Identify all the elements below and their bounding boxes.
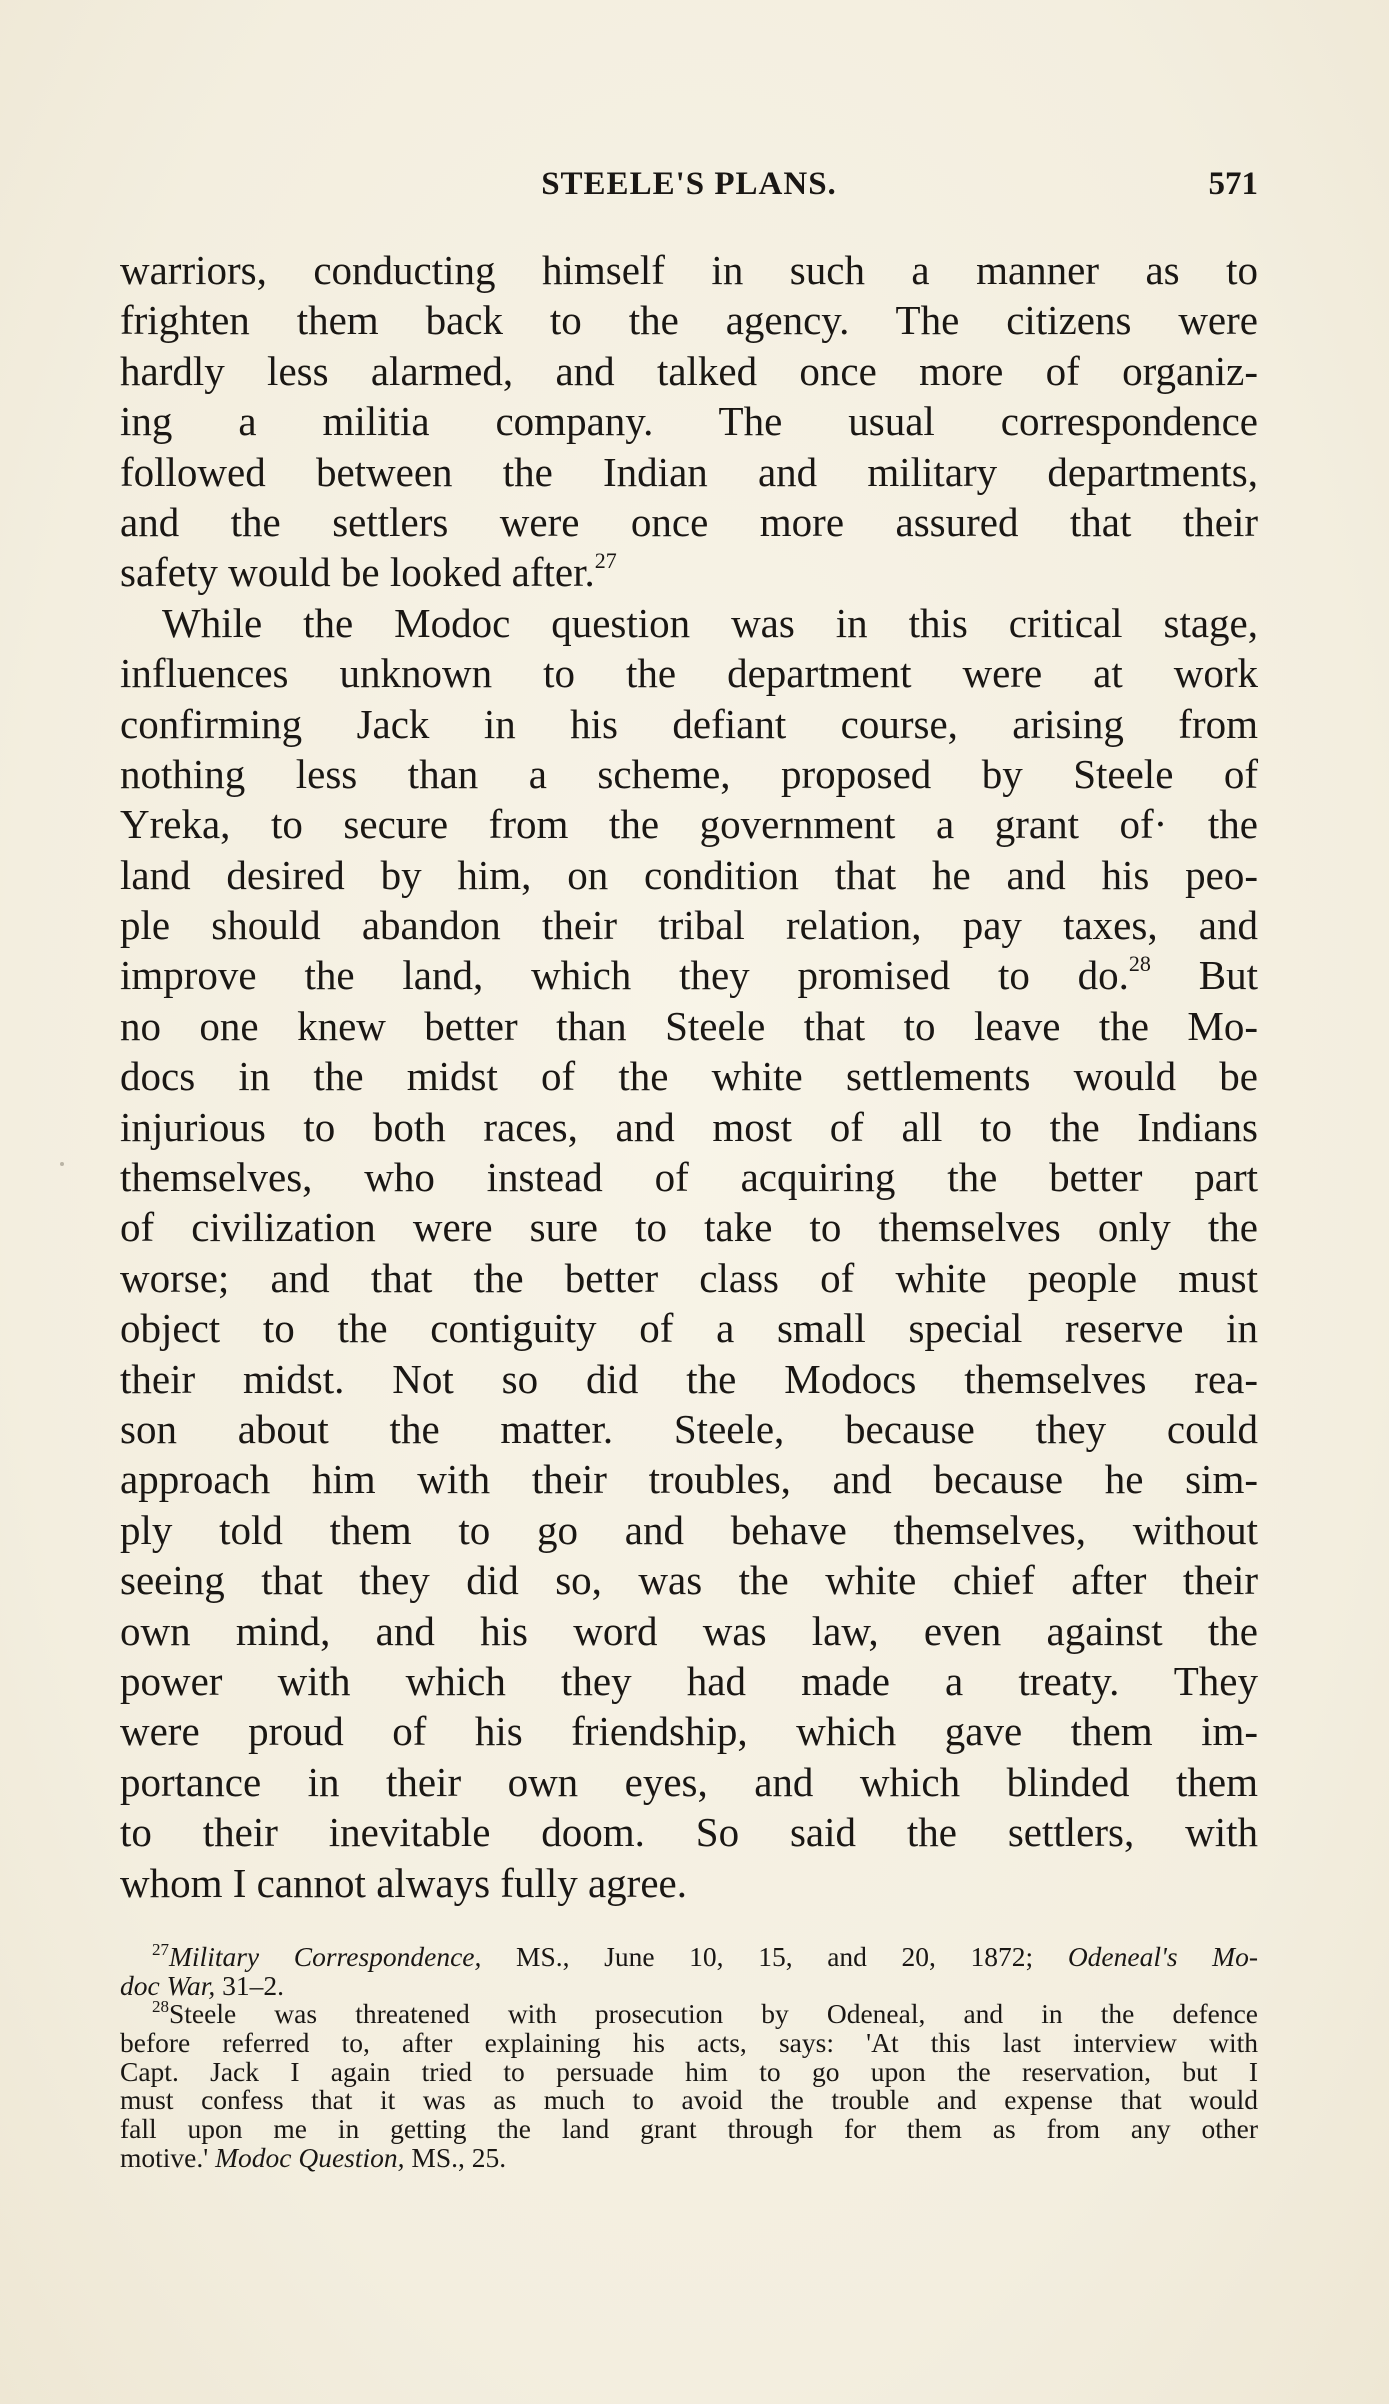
text-line: worse; and that the better class of white people must [120, 1254, 1258, 1301]
footnotes [120, 1940, 1259, 2173]
footnote-line [120, 2141, 1258, 2173]
footnote-text: Steele was threatened with prosecution by Odeneal, and in the defence [169, 1998, 1258, 2030]
footnote-line: Capt. Jack I again tried to persuade him to go upon the reservation, but I [120, 2055, 1258, 2087]
footnote-28 [120, 1997, 1258, 2030]
text-line: themselves, who instead of acquiring the better part [120, 1154, 1258, 1201]
text-line: portance in their own eyes, and which blinded them [120, 1758, 1258, 1805]
footnote-source: Odeneal's Mo- [1067, 1941, 1259, 1972]
footnote-line: before referred to, after explaining his acts, says: 'At this last interview with [120, 2027, 1258, 2059]
text-line: no one knew better than Steele that to leave the Mo- [120, 1002, 1258, 1049]
text-run: But [1150, 952, 1258, 999]
text-line: docs in the midst of the white settlements would be [120, 1053, 1258, 1100]
text-line: own mind, and his word was law, even against the [120, 1607, 1258, 1654]
footnote-27 [120, 1940, 1259, 1972]
text-line: frighten them back to the agency. The citizens were [120, 297, 1258, 344]
text-line: nothing less than a scheme, proposed by Steele of [120, 750, 1258, 797]
text-line: approach him with their troubles, and because he sim- [120, 1456, 1258, 1503]
running-head [120, 166, 1258, 210]
text-line: warriors, conducting himself in such a manner as to [120, 247, 1258, 293]
text-line: Yreka, to secure from the government a grant of· the [120, 801, 1258, 848]
text-line: object to the contiguity of a small special reserve in [120, 1305, 1258, 1352]
text-line: While the Modoc question was in this critical stage, [162, 599, 1258, 646]
text-line: whom I cannot always fully agree. [120, 1859, 687, 1906]
text-line: ple should abandon their tribal relation, pay taxes, and [120, 902, 1258, 949]
footnote-text: 31–2. [215, 1969, 284, 2001]
text-line: to their inevitable doom. So said the settlers, with [120, 1809, 1258, 1856]
text-line: of civilization were sure to take to themselves only the [120, 1204, 1258, 1251]
text-line: land desired by him, on condition that he and his peo- [120, 851, 1258, 898]
footnote-mark-27: 27 [152, 1940, 169, 1959]
text-line: and the settlers were once more assured that their [120, 498, 1258, 545]
footnote-text: MS., 25. [404, 2141, 507, 2173]
text-line: seeing that they did so, was the white chief after their [120, 1557, 1258, 1604]
text-line: ply told them to go and behave themselves, without [120, 1506, 1258, 1553]
text-line [120, 950, 1258, 1000]
footnote-ref-27[interactable]: 27 [594, 548, 617, 574]
footnote-line: must confess that it was as much to avoid the trouble and expense that would [120, 2084, 1258, 2116]
page-smudge [60, 1162, 64, 1166]
text-line: their midst. Not so did the Modocs themselves rea- [120, 1355, 1258, 1402]
footnote-text: MS., June 10, 15, and 20, 1872; [481, 1941, 1068, 1972]
text-line: influences unknown to the department were at work [120, 650, 1258, 697]
text-run: safety would be looked after. [120, 549, 595, 596]
footnote-source: Military Correspondence, [169, 1941, 482, 1972]
text-line: ing a militia company. The usual correspondence [120, 398, 1258, 445]
text-line: confirming Jack in his defiant course, arising from [120, 700, 1258, 747]
text-line: were proud of his friendship, which gave them im- [120, 1708, 1258, 1755]
text-line: power with which they had made a treaty. They [120, 1657, 1258, 1704]
text-line: injurious to both races, and most of all to the Indians [120, 1103, 1258, 1150]
footnote-text: motive.' [120, 2141, 216, 2173]
text-run: improve the land, which they promised to do. [120, 952, 1129, 999]
text-line: hardly less alarmed, and talked once more of organiz- [120, 347, 1258, 394]
text-line [120, 547, 1258, 597]
page-number: 571 [1208, 166, 1258, 202]
text-line: followed between the Indian and military departments, [120, 448, 1258, 495]
footnote-27-continued [120, 1969, 1258, 2001]
footnote-source: Modoc Question, [215, 2141, 405, 2173]
running-title: STEELE'S PLANS. [541, 166, 837, 202]
text-line: son about the matter. Steele, because they could [120, 1405, 1258, 1452]
footnote-mark-28: 28 [152, 1997, 169, 2017]
body-text [120, 245, 1258, 1908]
footnote-line: fall upon me in getting the land grant through for them as from any other [120, 2113, 1258, 2145]
footnote-source: doc War, [120, 1969, 216, 2001]
footnote-ref-28[interactable]: 28 [1128, 951, 1151, 977]
